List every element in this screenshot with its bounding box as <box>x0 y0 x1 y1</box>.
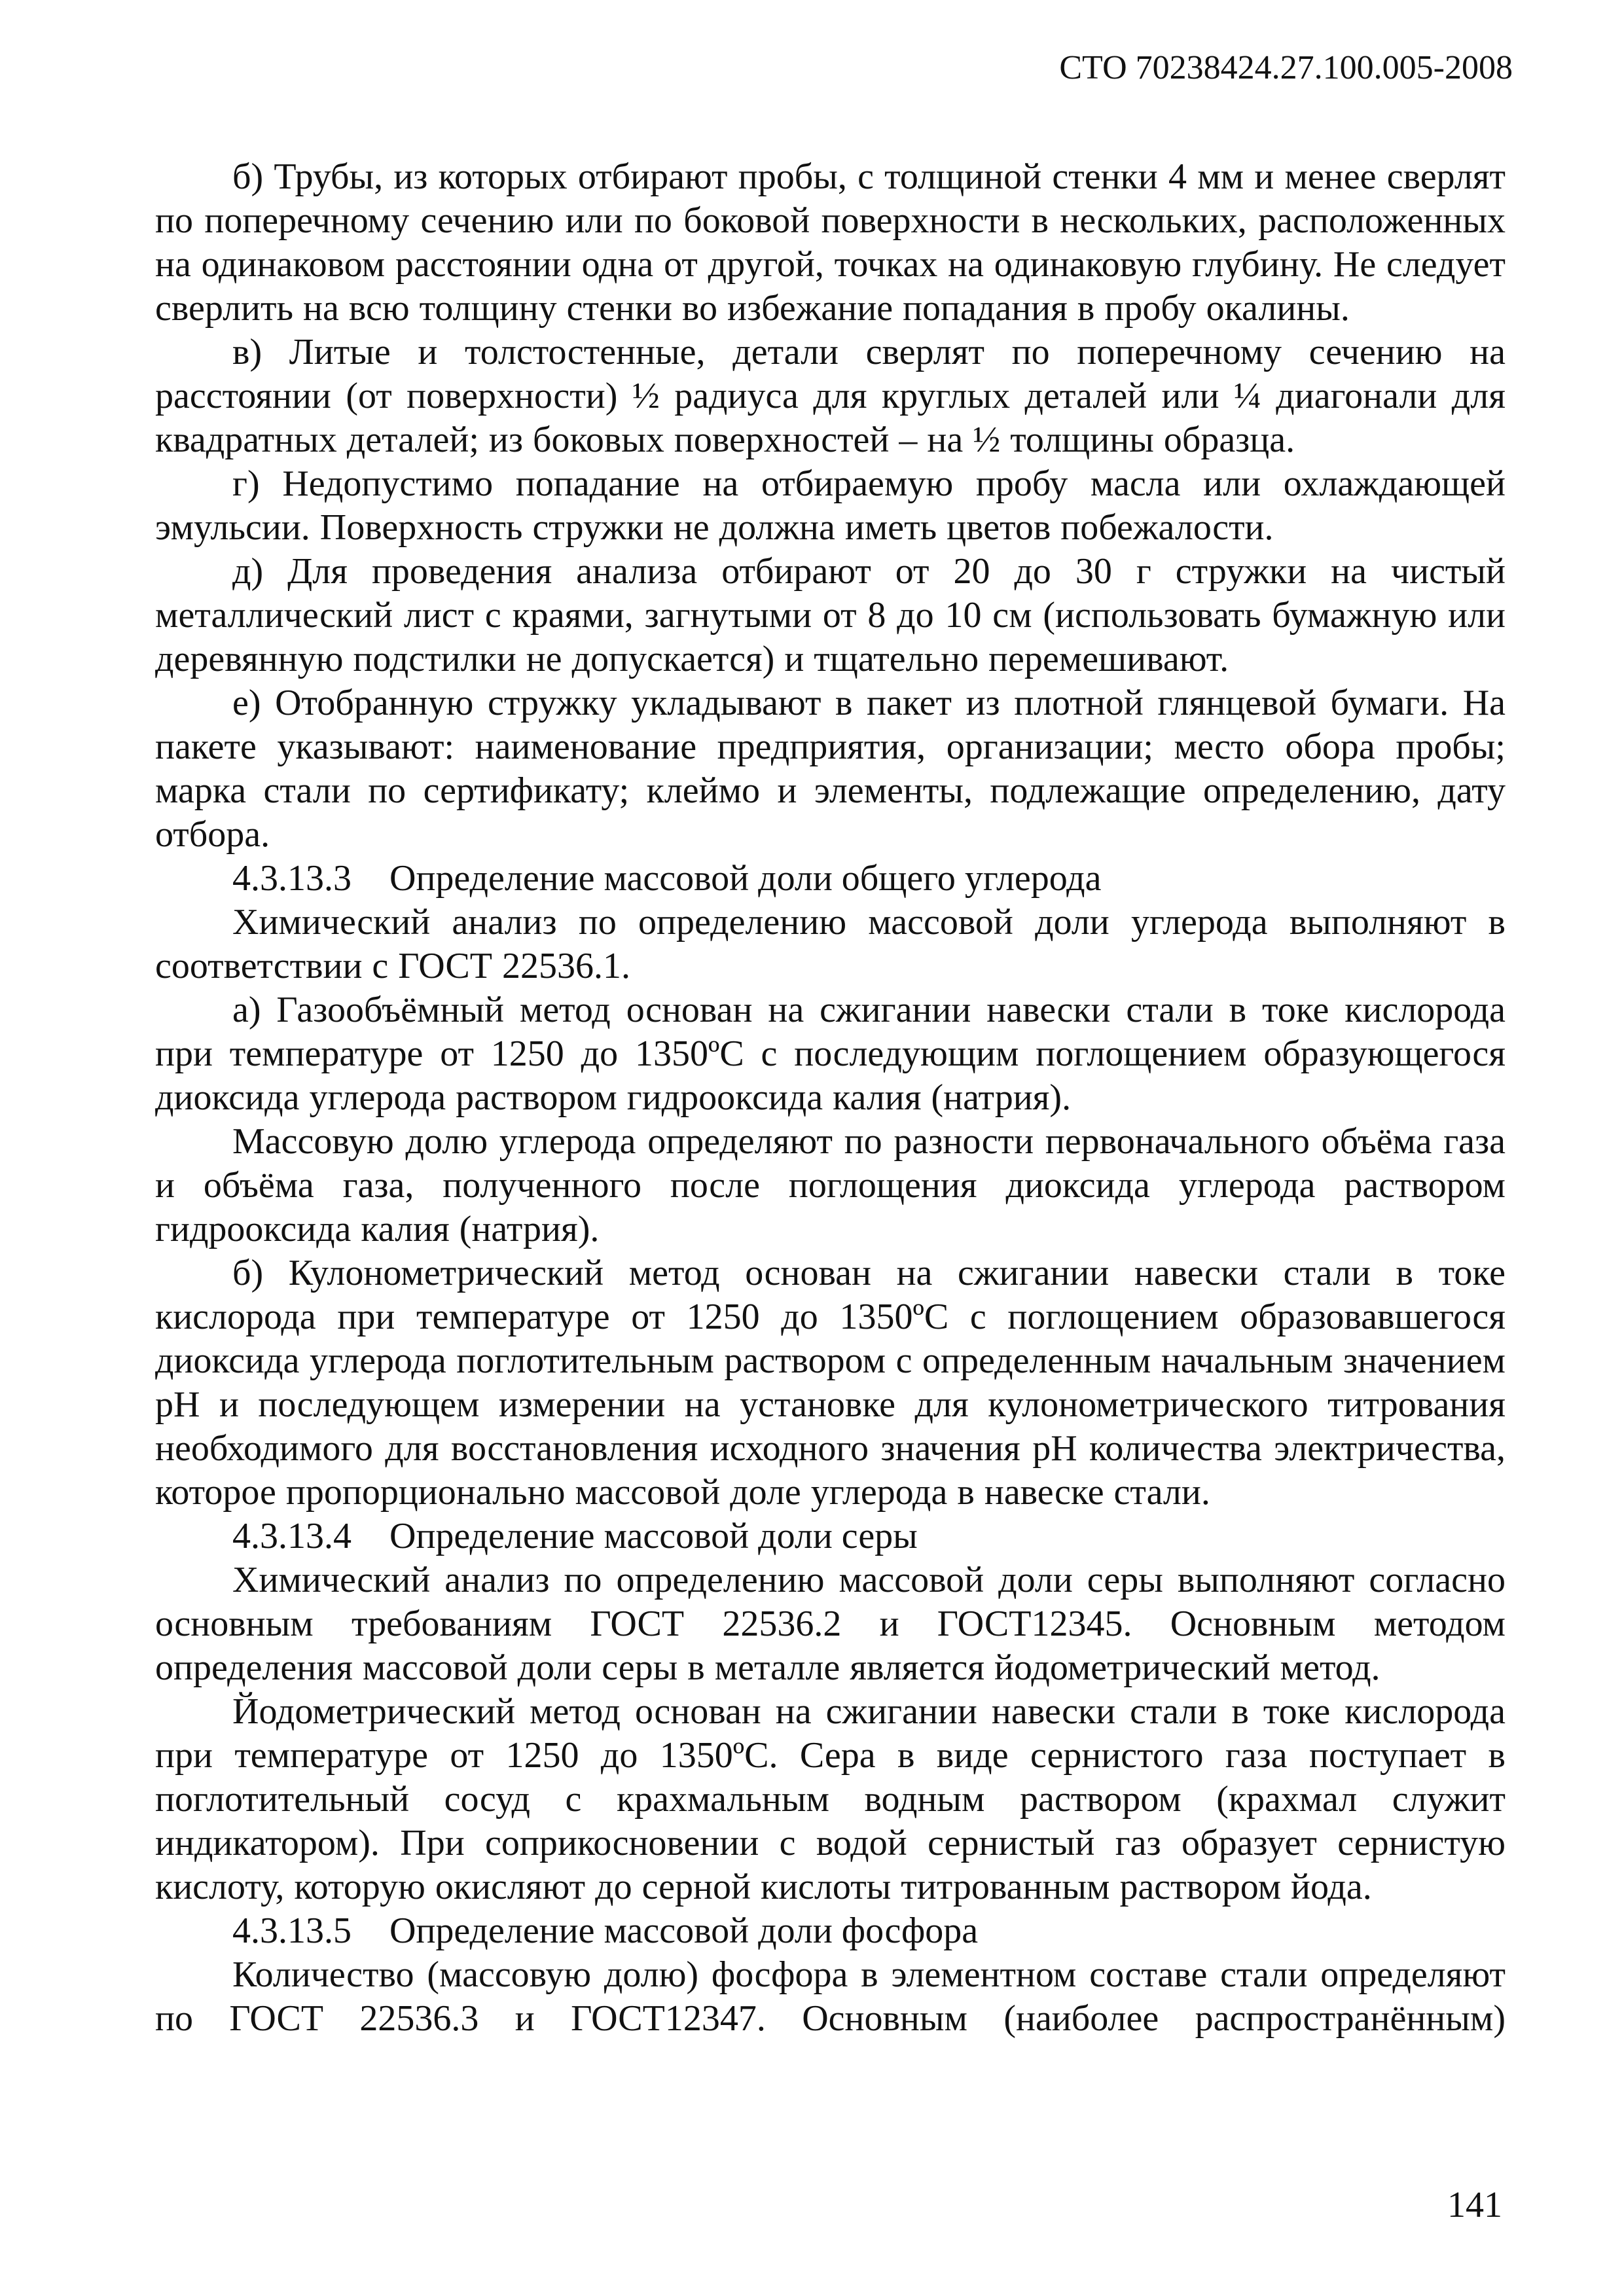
section-title: Определение массовой доли серы <box>389 1516 918 1556</box>
paragraph-b-pipes: б) Трубы, из которых отбирают пробы, с толщиной стенки 4 мм и менее сверлят по поперечному сечению или по боковой поверхности в нескольких, расположенных на одинаковом расстоянии одна от другой, точках на одинаковую глубину. Не следует сверлить на всю толщину стенки во избежание попадания в пробу окалины. <box>155 156 1506 329</box>
paragraph-d-sampling: д) Для проведения анализа отбирают от 20 до 30 г стружки на чистый металлический лист с краями, загнутыми от 8 до 10 см (использовать бумажную или деревянную подстилки не допускается) и тщательно перемешивают. <box>155 551 1506 679</box>
section-heading-sulfur <box>155 1515 1506 1558</box>
section-number: 4.3.13.3 <box>232 858 352 899</box>
paragraph-e-packaging: е) Отобранную стружку укладывают в пакет из плотной глянцевой бумаги. На пакете указывают: наименование предприятия, организации; место обора пробы; марка стали по сертификату; клеймо и элементы, подлежащие определению, дату отбора. <box>155 683 1506 855</box>
page-body <box>155 155 1506 2041</box>
paragraph-sulfur-iodometric: Йодометрический метод основан на сжигании навески стали в токе кислорода при температуре от 1250 до 1350ºС. Сера в виде сернистого газа поступает в поглотительный сосуд с крахмальным водным раствором (крахмал служит индикатором). При соприкосновении с водой сернистый газ образует сернистую кислоту, которую окисляют до серной кислоты титрованным раствором йода. <box>155 1691 1506 1907</box>
section-number: 4.3.13.5 <box>232 1910 352 1951</box>
paragraph-g-contamination: г) Недопустимо попадание на отбираемую пробу масла или охлаждающей эмульсии. Поверхность стружки не должна иметь цветов побежалости. <box>155 463 1506 548</box>
section-heading-carbon <box>155 857 1506 901</box>
paragraph-sulfur-intro: Химический анализ по определению массовой доли серы выполняют согласно основным требованиям ГОСТ 22536.2 и ГОСТ12345. Основным методом определения массовой доли серы в металле является йодометрический метод. <box>155 1560 1506 1688</box>
document-code: СТО 70238424.27.100.005-2008 <box>1059 49 1513 86</box>
section-number: 4.3.13.4 <box>232 1516 352 1556</box>
paragraph-carbon-intro: Химический анализ по определению массовой доли углерода выполняют в соответствии с ГОСТ 22536.1. <box>155 902 1506 986</box>
paragraph-carbon-coulometric: б) Кулонометрический метод основан на сжигании навески стали в токе кислорода при температуре от 1250 до 1350ºС с поглощением образовавшегося диоксида углерода поглотительным раствором с определенным начальным значением рН и последующем измерении на установке для кулонометрического титрования необходимого для восстановления исходного значения рН количества электричества, которое пропорционально массовой доле углерода в навеске стали. <box>155 1253 1506 1513</box>
page-number: 141 <box>1447 2185 1502 2225</box>
section-heading-phosphorus <box>155 1909 1506 1953</box>
paragraph-carbon-difference: Массовую долю углерода определяют по разности первоначального объёма газа и объёма газа, полученного после поглощения диоксида углерода раствором гидрооксида калия (натрия). <box>155 1121 1506 1249</box>
paragraph-carbon-gas-volume: а) Газообъёмный метод основан на сжигании навески стали в токе кислорода при температуре от 1250 до 1350ºС с последующим поглощением образующегося диоксида углерода раствором гидрооксида калия (натрия). <box>155 990 1506 1118</box>
section-title: Определение массовой доли общего углерода <box>389 858 1102 899</box>
section-title: Определение массовой доли фосфора <box>389 1910 979 1951</box>
paragraph-phosphorus-intro: Количество (массовую долю) фосфора в элементном составе стали определяют по ГОСТ 22536.3 и ГОСТ12347. Основным (наиболее распространённым) <box>155 1954 1506 2039</box>
paragraph-v-cast-parts: в) Литые и толстостенные, детали сверлят по поперечному сечению на расстоянии (от поверхности) ½ радиуса для круглых деталей или ¼ диагонали для квадратных деталей; из боковых поверхностей – на ½ толщины образца. <box>155 332 1506 460</box>
